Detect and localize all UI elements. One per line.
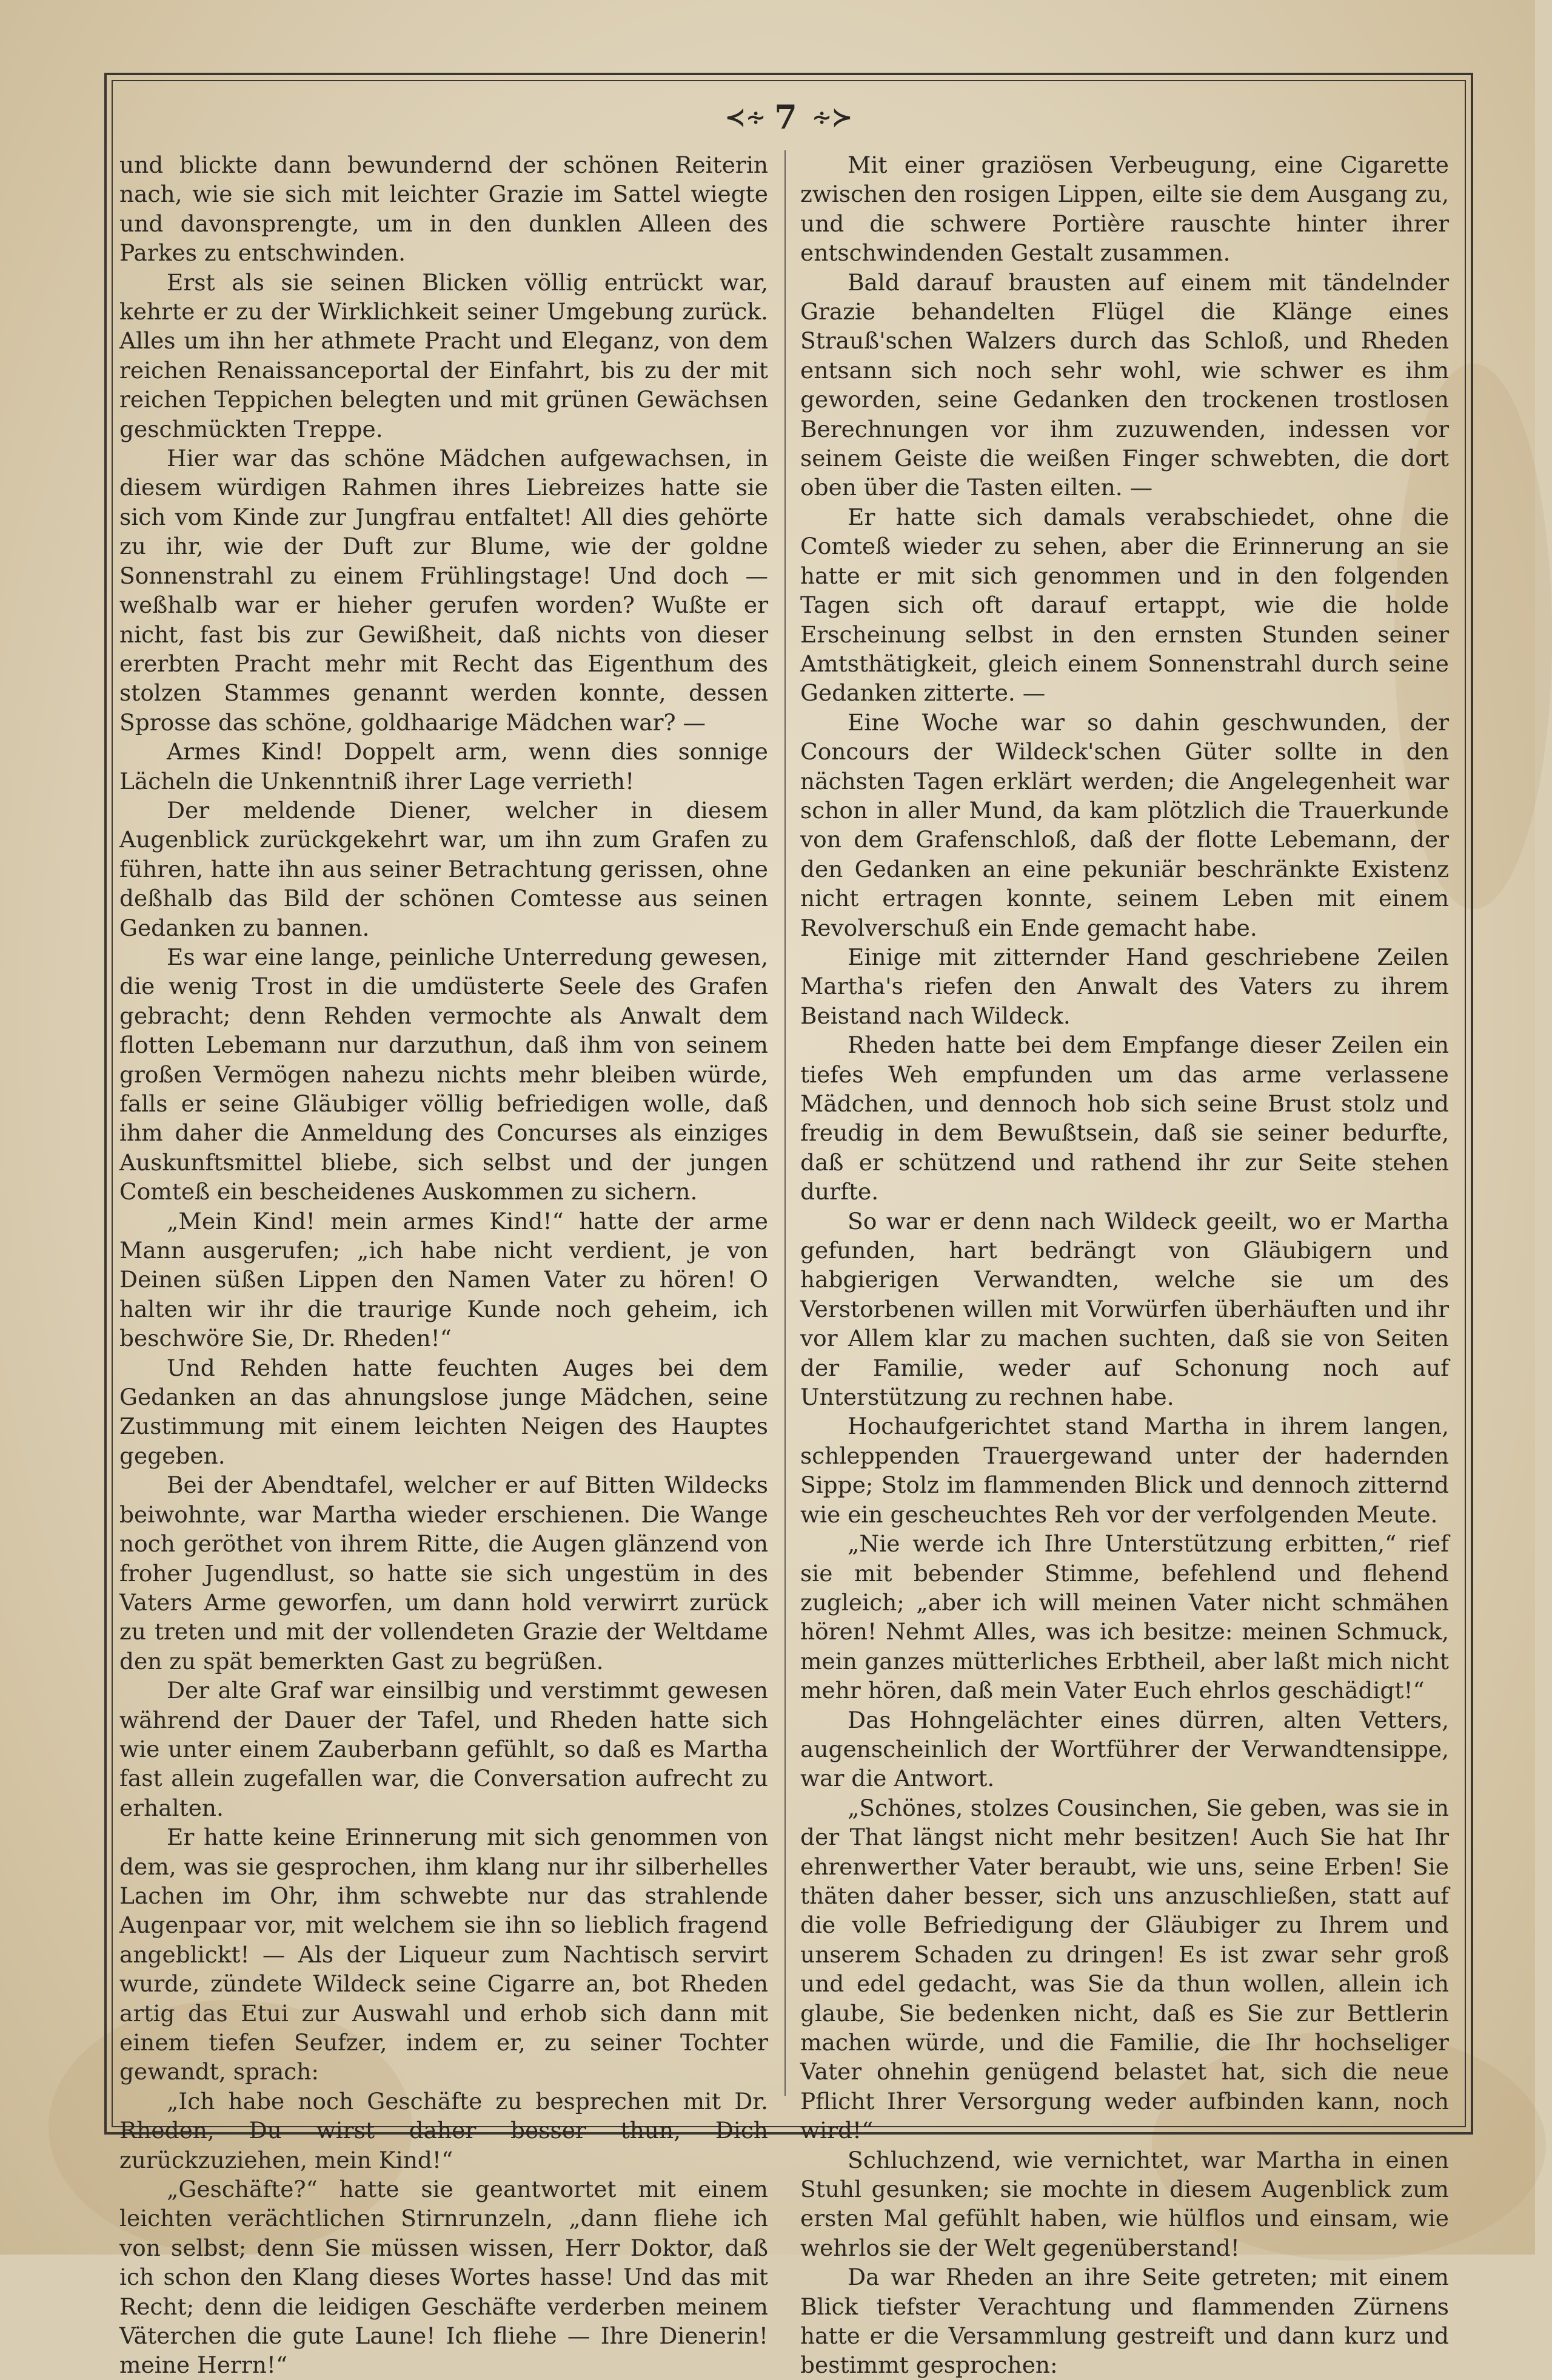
paragraph: Er hatte keine Erinnerung mit sich genommen von dem, was sie gesprochen, ihm klang nur ihr silberhelles Lachen im Ohr, ihm schwebte nur das strahlende Augenpaar vor, mit welchem sie ihn so lieblich fragend angeblickt! — Als der Liqueur zum Nachtisch servirt wurde, zündete Wildeck seine Cigarre an, bot Rheden artig das Etui zur Auswahl und erhob sich dann mit einem tiefen Seufzer, indem er, zu seiner Tochter gewandt, sprach:: [119, 1824, 768, 2085]
page-header: [112, 90, 1466, 144]
paragraph: Eine Woche war so dahin geschwunden, der Concours der Wildeck'schen Güter sollte in den nächsten Tagen erklärt werden; die Angelegenheit war schon in aller Mund, da kam plötzlich die Trauerkunde von dem Grafenschloß, daß der flotte Lebemann, der den Gedanken an eine pekuniär beschränkte Existenz nicht ertragen konnte, seinem Leben mit einem Revolverschuß ein Ende gemacht habe.: [800, 708, 1449, 941]
paragraph: Bald darauf brausten auf einem mit tändelnder Grazie behandelten Flügel die Klänge eines Strauß'schen Walzers durch das Schloß, und Rheden entsann sich noch sehr wohl, wie schwer es ihm geworden, seine Gedanken den trockenen trostlosen Berechnungen vor ihm zuzuwenden, indessen vor seinem Geiste die weißen Finger schwebten, die dort oben über die Tasten eilten. —: [800, 268, 1449, 501]
paragraph: Der alte Graf war einsilbig und verstimmt gewesen während der Dauer der Tafel, und Rheden hatte sich wie unter einem Zauberbann gefühlt, so daß es Martha fast allein zugefallen war, die Conversation aufrecht zu erhalten.: [119, 1677, 768, 1821]
paragraph: Das Hohngelächter eines dürren, alten Vetters, augenscheinlich der Wortführer der Verwandtensippe, war die Antwort.: [800, 1706, 1449, 1792]
paragraph: Erst als sie seinen Blicken völlig entrückt war, kehrte er zu der Wirklichkeit seiner Umgebung zurück. Alles um ihn her athmete Pracht und Eleganz, von dem reichen Renaissanceportal der Einfahrt, bis zu der mit reichen Teppichen belegten und mit grünen Gewächsen geschmückten Treppe.: [119, 268, 768, 442]
ornament-left-icon: ≺∻: [725, 102, 766, 132]
paragraph: So war er denn nach Wildeck geeilt, wo er Martha gefunden, hart bedrängt von Gläubigern und habgierigen Verwandten, welche sie um des Verstorbenen willen mit Vorwürfen überhäuften und ihr vor Allem klar zu machen suchten, daß sie von Seiten der Familie, weder auf Schonung noch auf Unterstützung zu rechnen habe.: [800, 1207, 1449, 1411]
paragraph: Er hatte sich damals verabschiedet, ohne die Comteß wieder zu sehen, aber die Erinnerung an sie hatte er mit sich genommen und in den folgenden Tagen sich oft darauf ertappt, wie die holde Erscheinung selbst in den ernsten Stunden seiner Amtsthätigkeit, gleich einem Sonnenstrahl durch seine Gedanken zitterte. —: [800, 503, 1449, 707]
paragraph: „Mein Kind! mein armes Kind!“ hatte der arme Mann ausgerufen; „ich habe nicht verdient, je von Deinen süßen Lippen den Namen Vater zu hören! O halten wir ihr die traurige Kunde noch geheim, ich beschwöre Sie, Dr. Rheden!“: [119, 1207, 768, 1352]
paragraph: Und Rehden hatte feuchten Auges bei dem Gedanken an das ahnungslose junge Mädchen, seine Zustimmung mit einem leichten Neigen des Hauptes gegeben.: [119, 1354, 768, 1469]
paragraph: Da war Rheden an ihre Seite getreten; mit einem Blick tiefster Verachtung und flammenden Zürnens hatte er die Versammlung gestreift und dann kurz und bestimmt gesprochen:: [800, 2264, 1449, 2379]
paragraph: Der meldende Diener, welcher in diesem Augenblick zurückgekehrt war, um ihn zum Grafen zu führen, hatte ihn aus seiner Betrachtung gerissen, ohne deßhalb das Bild der schönen Comtesse aus seinen Gedanken zu bannen.: [119, 796, 768, 941]
paragraph: Einige mit zitternder Hand geschriebene Zeilen Martha's riefen den Anwalt des Vaters zu ihrem Beistand nach Wildeck.: [800, 943, 1449, 1029]
paragraph: Armes Kind! Doppelt arm, wenn dies sonnige Lächeln die Unkenntniß ihrer Lage verrieth!: [119, 738, 768, 795]
paragraph: Schluchzend, wie vernichtet, war Martha in einen Stuhl gesunken; sie mochte in diesem Augenblick zum ersten Mal gefühlt haben, wie hülflos und einsam, wie wehrlos sie der Welt gegenüberstand!: [800, 2146, 1449, 2261]
page-number: 7: [774, 98, 803, 136]
paragraph: Rheden hatte bei dem Empfange dieser Zeilen ein tiefes Weh empfunden um das arme verlassene Mädchen, und dennoch hob sich seine Brust stolz und freudig in dem Bewußtsein, daß sie seiner bedurfte, daß er schützend und rathend ihr zur Seite stehen durfte.: [800, 1032, 1449, 1205]
paragraph: Mit einer graziösen Verbeugung, eine Cigarette zwischen den rosigen Lippen, eilte sie dem Ausgang zu, und die schwere Portière rauschte hinter ihrer entschwindenden Gestalt zusammen.: [800, 152, 1449, 267]
paragraph: Bei der Abendtafel, welcher er auf Bitten Wildecks beiwohnte, war Martha wieder erschienen. Die Wange noch geröthet von ihrem Ritte, die Augen glänzend von froher Jugendlust, so hatte sie sich ungestüm in des Vaters Arme geworfen, um dann hold verwirrt zurück zu treten und mit der vollendeten Grazie der Weltdame den zu spät bemerkten Gast zu begrüßen.: [119, 1472, 768, 1675]
ornament-right-icon: ∻≻: [811, 102, 852, 132]
paragraph: „Nie werde ich Ihre Unterstützung erbitten,“ rief sie mit bebender Stimme, befehlend und flehend zugleich; „aber ich will meinen Vater nicht schmähen hören! Nehmt Alles, was ich besitze: meinen Schmuck, mein ganzes mütterliches Erbtheil, aber laßt mich nicht mehr hören, daß mein Vater Euch ehrlos geschädigt!“: [800, 1530, 1449, 1704]
right-text-column: [800, 150, 1449, 2379]
paragraph: und blickte dann bewundernd der schönen Reiterin nach, wie sie sich mit leichter Grazie im Sattel wiegte und davonsprengte, um in den dunklen Alleen des Parkes zu entschwinden.: [119, 152, 768, 267]
paragraph: Hochaufgerichtet stand Martha in ihrem langen, schleppenden Trauergewand unter der hadernden Sippe; Stolz im flammenden Blick und dennoch zitternd wie ein gescheuchtes Reh vor der verfolgenden Meute.: [800, 1413, 1449, 1528]
paragraph: Hier war das schöne Mädchen aufgewachsen, in diesem würdigen Rahmen ihres Liebreizes hatte sie sich vom Kinde zur Jungfrau entfaltet! All dies gehörte zu ihr, wie der Duft zur Blume, wie der goldne Sonnenstrahl zu einem Frühlingstage! Und doch — weßhalb war er hieher gerufen worden? Wußte er nicht, fast bis zur Gewißheit, daß nichts von dieser ererbten Pracht mehr mit Recht das Eigenthum des stolzen Stammes genannt werden konnte, dessen Sprosse das schöne, goldhaarige Mädchen war? —: [119, 445, 768, 736]
paragraph: „Schönes, stolzes Cousinchen, Sie geben, was sie in der That längst nicht mehr besitzen! Auch Sie hat Ihr ehrenwerther Vater beraubt, wie uns, seine Erben! Sie thäten daher besser, sich uns anzuschließen, statt auf die volle Befriedigung der Gläubiger zu Ihrem und unserem Schaden zu dringen! Es ist zwar sehr groß und edel gedacht, was Sie da thun wollen, allein ich glaube, Sie bedenken nicht, daß es Sie zur Bettlerin machen würde, und die Familie, die Ihr hochseliger Vater ohnehin genügend belastet hat, sich die neue Pflicht Ihrer Versorgung weder aufbinden kann, noch wird!“: [800, 1794, 1449, 2144]
paragraph: Es war eine lange, peinliche Unterredung gewesen, die wenig Trost in die umdüsterte Seele des Grafen gebracht; denn Rehden vermochte als Anwalt dem flotten Lebemann nur darzuthun, daß ihm von seinem großen Vermögen nahezu nichts mehr bleiben würde, falls er seine Gläubiger völlig befriedigen wolle, daß ihm daher die Anmeldung des Concurses als einziges Auskunftsmittel bliebe, sich selbst und der jungen Comteß ein bescheidenes Auskommen zu sichern.: [119, 943, 768, 1205]
paragraph: „Geschäfte?“ hatte sie geantwortet mit einem leichten verächtlichen Stirnrunzeln, „dann fliehe ich von selbst; denn Sie müssen wissen, Herr Doktor, daß ich schon den Klang dieses Wortes hasse! Und das mit Recht; denn die leidigen Geschäfte verderben meinem Väterchen die gute Laune! Ich fliehe — Ihre Dienerin! meine Herrn!“: [119, 2176, 768, 2379]
left-text-column: [119, 150, 768, 2379]
paragraph: „Ich habe noch Geschäfte zu besprechen mit Dr. Rheden, Du wirst daher besser thun, Dich zurückzuziehen, mein Kind!“: [119, 2087, 768, 2173]
column-divider: [784, 150, 786, 2096]
